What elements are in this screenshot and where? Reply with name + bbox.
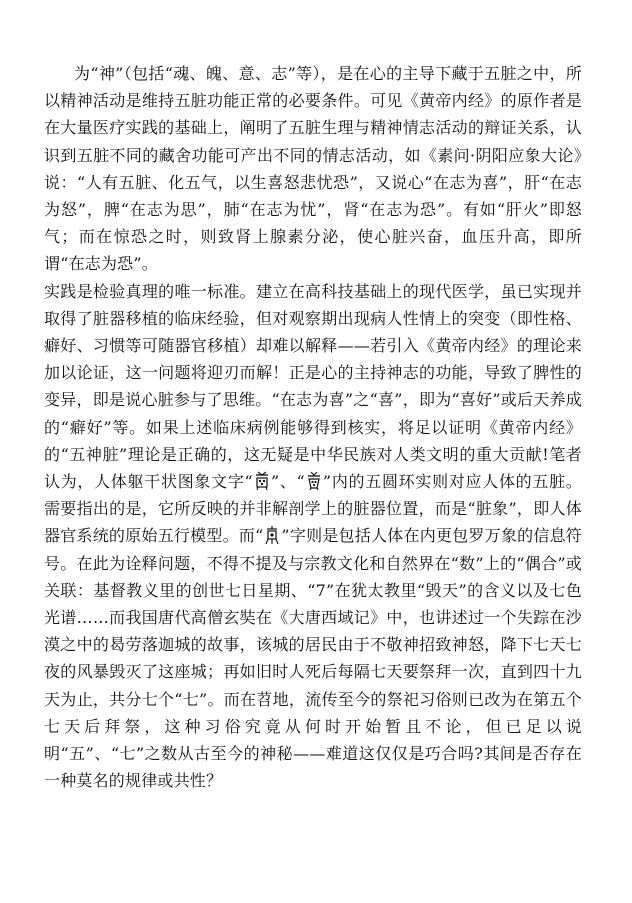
- human-figure-glyph-icon: [264, 525, 280, 545]
- paragraph-2-separator: ”、“: [270, 472, 305, 492]
- paragraph-2-part-3: ”字则是包括人体在内更包罗万象的信息符号。在此为诠释问题，不得不提及与宗教文化和自然界在“数”上的“偶合”或关联：基督教义里的创世七日星期、“7”在犹太教里“毁天”的含义以及七色光谱……而我国唐代高僧玄奘在《大唐西域记》中，也讲述过一个失踪在沙漠之中的曷劳落迦城的故事，该城的居民由于不敬神招致神怒，降下七天七夜的风暴毁灭了这座城；再如旧时人死后每隔七天要祭拜一次，直到四十九天为止，共分七个“七”。而在苕地，流传至今的祭祀习俗则已改为在第五个七天后拜祭，这种习俗究竟从何时开始暂且不论，但已足以说明“五”、“七”之数从古至今的神秘——难道这仅仅是巧合吗?其间是否存在一种莫名的规律或共性？: [44, 526, 583, 791]
- paragraph-1: 为“神”（包括“魂、魄、意、志”等），是在心的主导下藏于五脏之中，所以精神活动是维持五脏功能正常的必要条件。可见《黄帝内经》的原作者是在大量医疗实践的基础上，阐明了五脏生理与精神情志活动的辩证关系，认识到五脏不同的藏舍功能可产出不同的情志活动，如《素问·阴阳应象大论》说：“人有五脏、化五气，以生喜怒悲忧恐”，又说心“在志为喜”，肝“在志为怒”，脾“在志为思”，肺“在志为忧”，肾“在志为恐”。有如“肝火”即怒气；而在惊恐之时，则致肾上腺素分泌，使心脏兴奋，血压升高，即所谓“在志为恐”。: [44, 64, 582, 274]
- paragraph-2-part-1: 实践是检验真理的唯一标准。建立在高科技基础上的现代医学，虽已实现并取得了脏器移植的临床经验，但对观察期出现病人性情上的突变（即性格、癖好、习惯等可随器官移植）却难以解释——若引入《黄帝内经》的理论来加以论证，这一问题将迎刃而解！正是心的主持神志的功能，导致了脾性的变异，即是说心脏参与了思维。“在志为喜”之“喜”，即为“喜好”或后天养成的“癖好”等。如果上述临床病例能够得到核实，将足以证明《黄帝内经》的“五神脏”理论是正确的，这无疑是中华民族对人类文明的重大贡献!笔者认为，人体躯干状图象文字“: [44, 281, 582, 492]
- human-torso-glyph-icon: [306, 471, 322, 491]
- paragraph-2-part-2: ”内的五圆环实则对应人体的五脏。需要指出的是，它所反映的并非解剖学上的脏器位置，而是“脏象”，即人体器官系统的原始五行模型。而“: [44, 472, 582, 546]
- paragraph-2: [44, 278, 582, 795]
- human-torso-glyph-icon: [254, 471, 270, 491]
